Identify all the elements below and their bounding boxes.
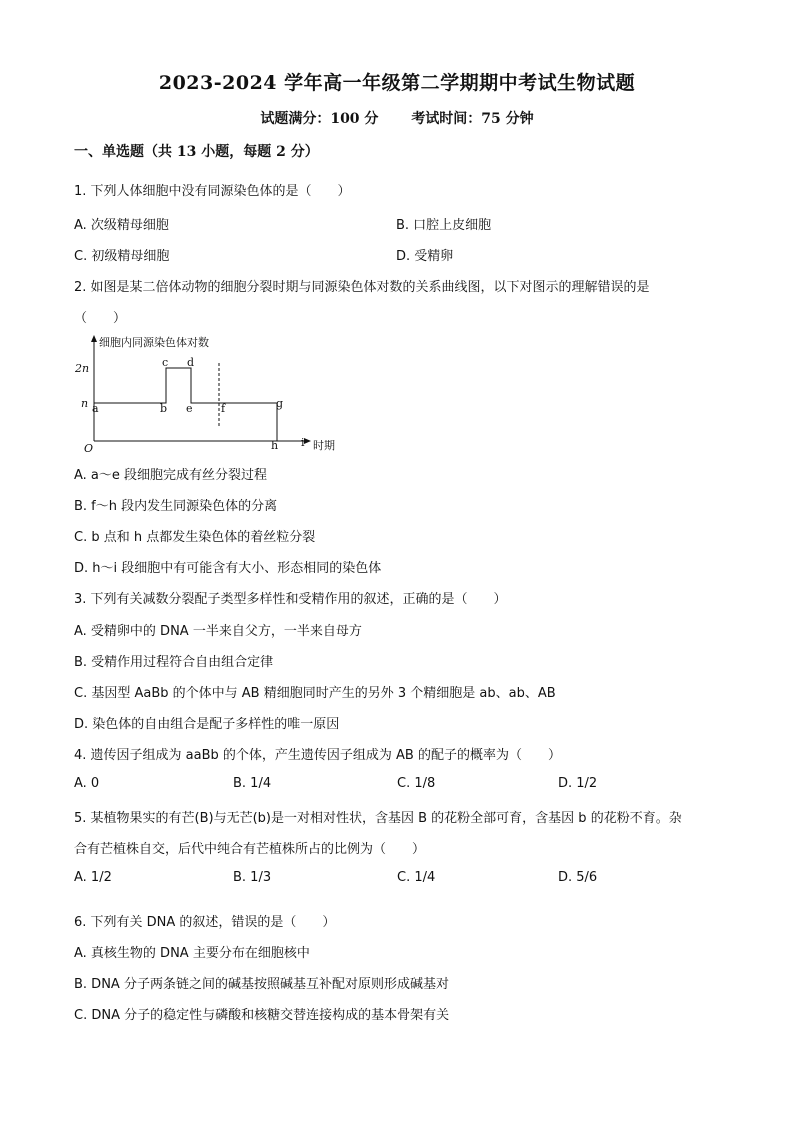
x-axis-label: 时期 (313, 439, 335, 452)
point-c: c (162, 356, 169, 369)
score-info: 试题满分：100 分 (260, 111, 379, 127)
q2-option-b: B. f～h 段内发生同源染色体的分离 (74, 499, 278, 514)
q4-option-d: D. 1/2 (558, 776, 598, 791)
q1-option-d: D. 受精卵 (396, 249, 454, 264)
q6-option-c: C. DNA 分子的稳定性与磷酸和核糖交替连接构成的基本骨架有关 (74, 1008, 450, 1023)
q5-option-b: B. 1/3 (233, 870, 272, 885)
question-1-stem: 1. 下列人体细胞中没有同源染色体的是（ ） (74, 184, 351, 199)
q1-option-a: A. 次级精母细胞 (74, 218, 169, 233)
q5-option-d: D. 5/6 (558, 870, 598, 885)
question-2-stem-line2: （ ） (74, 311, 127, 326)
point-e: e (186, 402, 193, 415)
origin-label: O (84, 442, 94, 455)
q4-option-b: B. 1/4 (233, 776, 272, 791)
q6-option-a: A. 真核生物的 DNA 主要分布在细胞核中 (74, 946, 310, 961)
ytick-n: n (81, 397, 89, 410)
q3-option-c: C. 基因型 AaBb 的个体中与 AB 精细胞同时产生的另外 3 个精细胞是 ab、ab、AB (74, 686, 556, 701)
section-heading: 一、单选题（共 13 小题，每题 2 分） (74, 144, 319, 160)
question-4-stem: 4. 遗传因子组成为 aaBb 的个体，产生遗传因子组成为 AB 的配子的概率为（ ） (74, 748, 561, 763)
q2-option-c: C. b 点和 h 点都发生染色体的着丝粒分裂 (74, 530, 316, 545)
ytick-2n: 2n (75, 362, 90, 375)
q5-option-c: C. 1/4 (397, 870, 436, 885)
q3-option-b: B. 受精作用过程符合自由组合定律 (74, 655, 274, 670)
point-i: i (301, 436, 305, 449)
q4-option-c: C. 1/8 (397, 776, 436, 791)
time-info: 考试时间：75 分钟 (411, 111, 534, 127)
point-h: h (271, 439, 279, 452)
q2-option-d: D. h～i 段细胞中有可能含有大小、形态相同的染色体 (74, 561, 382, 576)
point-a: a (92, 402, 99, 415)
point-b: b (160, 402, 168, 415)
question-6-stem: 6. 下列有关 DNA 的叙述，错误的是（ ） (74, 915, 336, 930)
question-3-stem: 3. 下列有关减数分裂配子类型多样性和受精作用的叙述，正确的是（ ） (74, 592, 507, 607)
q6-option-b: B. DNA 分子两条链之间的碱基按照碱基互补配对原则形成碱基对 (74, 977, 449, 992)
q3-option-a: A. 受精卵中的 DNA 一半来自父方，一半来自母方 (74, 624, 362, 639)
point-f: f (221, 402, 226, 415)
q4-option-a: A. 0 (74, 776, 100, 791)
exam-info (0, 108, 794, 128)
x-axis-arrow (304, 438, 311, 444)
q5-option-a: A. 1/2 (74, 870, 112, 885)
question-2-stem-line1: 2. 如图是某二倍体动物的细胞分裂时期与同源染色体对数的关系曲线图，以下对图示的理解错误的是 (74, 280, 650, 295)
q2-option-a: A. a～e 段细胞完成有丝分裂过程 (74, 468, 268, 483)
q2-graph (70, 333, 360, 457)
q3-option-d: D. 染色体的自由组合是配子多样性的唯一原因 (74, 717, 340, 732)
question-5-stem-line1: 5. 某植物果实的有芒(B)与无芒(b)是一对相对性状，含基因 B 的花粉全部可育，含基因 b 的花粉不育。杂 (74, 811, 682, 826)
exam-title: 2023-2024 学年高一年级第二学期期中考试生物试题 (158, 72, 636, 94)
y-axis-arrow (91, 335, 97, 342)
question-5-stem-line2: 合有芒植株自交，后代中纯合有芒植株所占的比例为（ ） (74, 842, 426, 857)
q1-option-c: C. 初级精母细胞 (74, 249, 170, 264)
q1-option-b: B. 口腔上皮细胞 (396, 218, 492, 233)
y-axis-label: 细胞内同源染色体对数 (99, 336, 209, 349)
point-g: g (276, 397, 284, 410)
point-d: d (187, 356, 195, 369)
